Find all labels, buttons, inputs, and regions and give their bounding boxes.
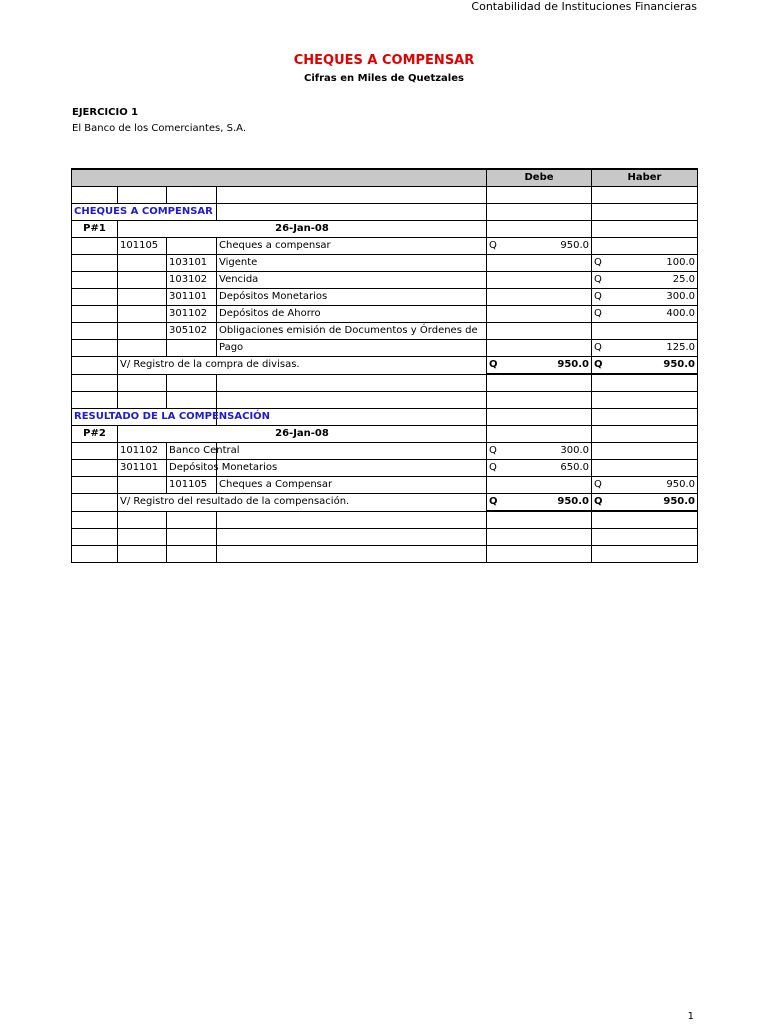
subaccount-code: 103102 [167, 272, 217, 289]
debe-amount [487, 306, 592, 323]
haber-amount [592, 238, 698, 255]
entry-row [72, 221, 698, 238]
debe-amount [487, 255, 592, 272]
account-description: Vigente [217, 255, 487, 272]
account-description: Obligaciones emisión de Documentos y Órdenes de [217, 323, 487, 340]
subaccount-code: Depósitos Monetarios [167, 460, 217, 477]
account-description: Vencida [217, 272, 487, 289]
haber-amount: Q 300.0 [592, 289, 698, 306]
haber-amount [592, 323, 698, 340]
blank-cell [72, 340, 118, 357]
subaccount-code: 101105 [167, 477, 217, 494]
debe-amount [487, 340, 592, 357]
account-description: Pago [217, 340, 487, 357]
account-code [118, 323, 167, 340]
debe-amount [487, 477, 592, 494]
haber-amount [592, 460, 698, 477]
entry-number: P#2 [72, 426, 118, 443]
debe-amount: Q 650.0 [487, 460, 592, 477]
blank-cell [72, 255, 118, 272]
subaccount-code: 103101 [167, 255, 217, 272]
account-code [118, 272, 167, 289]
blank-cell [72, 323, 118, 340]
blank-cell [72, 460, 118, 477]
total-haber: Q 950.0 [592, 494, 698, 512]
total-row [72, 494, 698, 512]
account-code [118, 477, 167, 494]
entry-note: V/ Registro de la compra de divisas. [118, 357, 487, 375]
table-row [72, 272, 698, 289]
header-blank [72, 169, 487, 187]
subaccount-code: 301102 [167, 306, 217, 323]
exercise-label: EJERCICIO 1 [72, 107, 139, 118]
total-row [72, 357, 698, 375]
account-code: 101105 [118, 238, 167, 255]
subaccount-code: Banco Central [167, 443, 217, 460]
debe-amount [487, 289, 592, 306]
total-haber: Q 950.0 [592, 357, 698, 375]
haber-amount: Q 25.0 [592, 272, 698, 289]
col-haber-header: Haber [592, 169, 698, 187]
total-debe: Q 950.0 [487, 494, 592, 512]
account-code [118, 289, 167, 306]
account-description: Depósitos Monetarios [217, 289, 487, 306]
table-row [72, 443, 698, 460]
table-row [72, 255, 698, 272]
table-row [72, 340, 698, 357]
blank-cell [72, 289, 118, 306]
subaccount-code [167, 238, 217, 255]
blank-cell [72, 443, 118, 460]
entry-number: P#1 [72, 221, 118, 238]
col-debe-header: Debe [487, 169, 592, 187]
table-row [72, 306, 698, 323]
table-row [72, 477, 698, 494]
page-subtitle: Cifras en Miles de Quetzales [304, 73, 464, 84]
entry-note: V/ Registro del resultado de la compensación. [118, 494, 487, 512]
account-code: 301101 [118, 460, 167, 477]
section-row [72, 204, 698, 221]
page-title: CHEQUES A COMPENSAR [293, 53, 475, 68]
subaccount-code: 301101 [167, 289, 217, 306]
subaccount-code: 305102 [167, 323, 217, 340]
account-code: 101102 [118, 443, 167, 460]
debe-amount [487, 272, 592, 289]
account-description: Cheques a compensar [217, 238, 487, 255]
haber-amount: Q 125.0 [592, 340, 698, 357]
account-code [118, 255, 167, 272]
table-header-row [72, 169, 698, 187]
blank-cell [72, 477, 118, 494]
blank-cell [72, 238, 118, 255]
table-row [72, 323, 698, 340]
table-row [72, 238, 698, 255]
ledger-table [71, 168, 698, 563]
haber-amount: Q 400.0 [592, 306, 698, 323]
entry-row [72, 426, 698, 443]
document-header: Contabilidad de Instituciones Financieras [471, 0, 697, 13]
debe-amount: Q 950.0 [487, 238, 592, 255]
blank-cell [72, 306, 118, 323]
table-row [72, 289, 698, 306]
account-description: Cheques a Compensar [217, 477, 487, 494]
section-row [72, 409, 698, 426]
table-row [72, 392, 698, 409]
table-row [72, 546, 698, 563]
blank-cell [72, 272, 118, 289]
haber-amount: Q 100.0 [592, 255, 698, 272]
section-title: CHEQUES A COMPENSAR [72, 204, 217, 221]
account-description: Depósitos de Ahorro [217, 306, 487, 323]
page-number: 1 [687, 1011, 694, 1022]
subaccount-code [167, 340, 217, 357]
company-name: El Banco de los Comerciantes, S.A. [72, 123, 246, 134]
account-code [118, 340, 167, 357]
entry-date: 26-Jan-08 [118, 426, 487, 443]
debe-amount: Q 300.0 [487, 443, 592, 460]
table-row [72, 511, 698, 529]
account-description [217, 443, 487, 460]
haber-amount: Q 950.0 [592, 477, 698, 494]
haber-amount [592, 443, 698, 460]
total-debe: Q 950.0 [487, 357, 592, 375]
account-code [118, 306, 167, 323]
debe-amount [487, 323, 592, 340]
table-row [72, 187, 698, 204]
entry-date: 26-Jan-08 [118, 221, 487, 238]
table-row [72, 529, 698, 546]
table-row [72, 460, 698, 477]
section-title: RESULTADO DE LA COMPENSACIÓN [72, 409, 217, 426]
table-row [72, 374, 698, 392]
